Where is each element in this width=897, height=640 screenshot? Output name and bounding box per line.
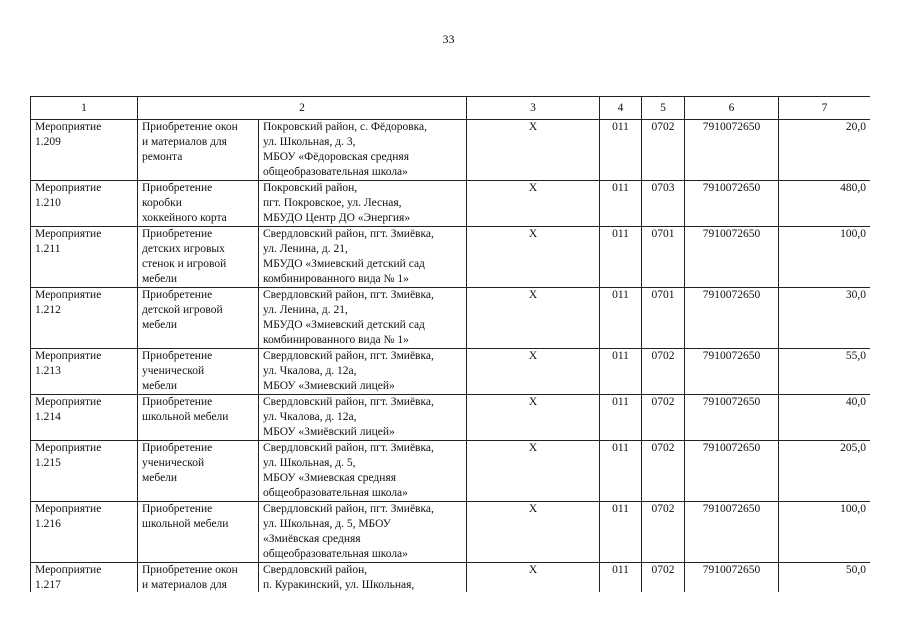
kbk-cell: 7910072650 [685,441,779,502]
event-cell-line: Мероприятие [35,564,102,576]
event-name-cell [138,181,259,227]
marker-cell: X [467,349,600,395]
event-cell-line: Мероприятие [35,503,102,515]
event-cell-line: 1.215 [35,457,61,469]
event-name-cell-line: Приобретение окон [142,121,238,133]
event-name-cell [138,395,259,441]
event-name-cell-line: школьной мебели [142,518,229,530]
amount-cell: 100,0 [779,502,871,563]
event-name-cell-line: ремонта [142,151,183,163]
marker-cell: X [467,288,600,349]
ministry-code-cell: 011 [600,288,642,349]
kbk-cell: 7910072650 [685,181,779,227]
marker-cell: X [467,441,600,502]
address-cell [259,120,467,181]
table-row [31,227,871,288]
event-cell-line: Мероприятие [35,121,102,133]
address-cell-line: общеобразовательная школа» [263,166,408,178]
marker-cell: X [467,120,600,181]
ministry-code-cell: 011 [600,441,642,502]
address-cell-line: п. Куракинский, ул. Школьная, [263,579,415,591]
section-code-cell: 0701 [642,227,685,288]
amount-cell: 20,0 [779,120,871,181]
marker-cell: X [467,502,600,563]
ministry-code-cell: 011 [600,120,642,181]
event-name-cell [138,441,259,502]
kbk-cell: 7910072650 [685,395,779,441]
address-cell-line: ул. Чкалова, д. 12а, [263,365,357,377]
event-name-cell-line: школьной мебели [142,411,229,423]
table-row [31,395,871,441]
address-cell-line: МБОУ «Змиевский лицей» [263,380,395,392]
event-name-cell-line: хоккейного корта [142,212,227,224]
event-cell-line: 1.214 [35,411,61,423]
section-code-cell: 0703 [642,181,685,227]
address-cell-line: Покровский район, [263,182,358,194]
event-cell [31,227,138,288]
address-cell-line: Свердловский район, пгт. Змиёвка, [263,350,434,362]
address-cell-line: Свердловский район, пгт. Змиёвка, [263,396,434,408]
table-row [31,441,871,502]
budget-measures-table [30,96,870,592]
header-col-2: 2 [138,97,467,120]
event-name-cell-line: Приобретение [142,182,213,194]
table-body [31,120,871,593]
event-name-cell [138,349,259,395]
address-cell-line: МБОУ «Фёдоровская средняя [263,151,410,163]
table-row [31,288,871,349]
event-name-cell-line: ученической [142,365,205,377]
header-col-6: 6 [685,97,779,120]
event-name-cell-line: Приобретение окон [142,564,238,576]
ministry-code-cell: 011 [600,227,642,288]
address-cell-line: МБУДО Центр ДО «Энергия» [263,212,411,224]
marker-cell: X [467,181,600,227]
event-name-cell-line: Приобретение [142,350,213,362]
section-code-cell: 0702 [642,120,685,181]
event-cell-line: 1.213 [35,365,61,377]
address-cell-line: Свердловский район, пгт. Змиёвка, [263,503,434,515]
event-name-cell-line: детских игровых [142,243,225,255]
address-cell [259,395,467,441]
section-code-cell: 0702 [642,349,685,395]
event-cell [31,120,138,181]
section-code-cell: 0702 [642,502,685,563]
event-cell [31,288,138,349]
event-cell-line: 1.210 [35,197,61,209]
kbk-cell: 7910072650 [685,288,779,349]
event-cell-line: Мероприятие [35,350,102,362]
address-cell-line: общеобразовательная школа» [263,548,408,560]
event-cell-line: 1.216 [35,518,61,530]
section-code-cell: 0702 [642,395,685,441]
event-name-cell-line: стенок и игровой [142,258,227,270]
address-cell-line: МБУДО «Змиевский детский сад [263,319,425,331]
event-cell [31,563,138,593]
event-name-cell [138,502,259,563]
address-cell-line: Покровский район, с. Фёдоровка, [263,121,428,133]
amount-cell: 480,0 [779,181,871,227]
event-cell [31,181,138,227]
table-row [31,349,871,395]
section-code-cell: 0701 [642,288,685,349]
table-row [31,181,871,227]
event-name-cell [138,563,259,593]
amount-cell: 55,0 [779,349,871,395]
event-cell [31,349,138,395]
event-cell [31,441,138,502]
event-name-cell [138,227,259,288]
header-col-5: 5 [642,97,685,120]
marker-cell: X [467,395,600,441]
address-cell-line: ул. Ленина, д. 21, [263,304,348,316]
address-cell-line: ул. Школьная, д. 3, [263,136,356,148]
address-cell-line: комбинированного вида № 1» [263,334,409,346]
ministry-code-cell: 011 [600,563,642,593]
event-cell-line: Мероприятие [35,228,102,240]
event-name-cell-line: мебели [142,380,178,392]
address-cell-line: Свердловский район, пгт. Змиёвка, [263,228,434,240]
address-cell-line: пгт. Покровское, ул. Лесная, [263,197,402,209]
header-col-4: 4 [600,97,642,120]
section-code-cell: 0702 [642,563,685,593]
kbk-cell: 7910072650 [685,563,779,593]
table-header-row [31,97,871,120]
ministry-code-cell: 011 [600,349,642,395]
event-cell-line: 1.211 [35,243,61,255]
address-cell-line: комбинированного вида № 1» [263,273,409,285]
event-name-cell-line: мебели [142,319,178,331]
address-cell-line: Свердловский район, [263,564,368,576]
address-cell-line: ул. Школьная, д. 5, [263,457,356,469]
address-cell [259,349,467,395]
document-table-container [30,96,870,592]
amount-cell: 40,0 [779,395,871,441]
address-cell-line: МБОУ «Змиевская средняя [263,472,397,484]
table-row [31,502,871,563]
event-name-cell-line: и материалов для [142,579,227,591]
kbk-cell: 7910072650 [685,502,779,563]
address-cell-line: «Змиёвская средняя [263,533,361,545]
address-cell [259,563,467,593]
amount-cell: 100,0 [779,227,871,288]
kbk-cell: 7910072650 [685,120,779,181]
ministry-code-cell: 011 [600,502,642,563]
event-cell [31,502,138,563]
page-number: 33 [442,32,455,46]
ministry-code-cell: 011 [600,181,642,227]
table-row [31,563,871,593]
event-name-cell-line: Приобретение [142,396,213,408]
amount-cell: 50,0 [779,563,871,593]
table-row [31,120,871,181]
kbk-cell: 7910072650 [685,349,779,395]
address-cell [259,441,467,502]
address-cell-line: Свердловский район, пгт. Змиёвка, [263,442,434,454]
amount-cell: 30,0 [779,288,871,349]
event-name-cell-line: Приобретение [142,228,213,240]
address-cell-line: ул. Чкалова, д. 12а, [263,411,357,423]
amount-cell: 205,0 [779,441,871,502]
event-name-cell [138,288,259,349]
address-cell [259,288,467,349]
event-cell-line: 1.212 [35,304,61,316]
event-name-cell [138,120,259,181]
header-col-3: 3 [467,97,600,120]
section-code-cell: 0702 [642,441,685,502]
event-cell-line: Мероприятие [35,289,102,301]
event-cell-line: Мероприятие [35,442,102,454]
event-name-cell-line: мебели [142,472,178,484]
address-cell [259,181,467,227]
header-col-1: 1 [31,97,138,120]
address-cell-line: общеобразовательная школа» [263,487,408,499]
marker-cell: X [467,563,600,593]
event-cell [31,395,138,441]
event-name-cell-line: коробки [142,197,182,209]
event-name-cell-line: Приобретение [142,442,213,454]
marker-cell: X [467,227,600,288]
event-name-cell-line: детской игровой [142,304,223,316]
address-cell [259,502,467,563]
event-name-cell-line: и материалов для [142,136,227,148]
address-cell [259,227,467,288]
event-name-cell-line: мебели [142,273,178,285]
address-cell-line: МБУДО «Змиевский детский сад [263,258,425,270]
header-col-7: 7 [779,97,871,120]
address-cell-line: ул. Ленина, д. 21, [263,243,348,255]
event-name-cell-line: Приобретение [142,289,213,301]
event-cell-line: Мероприятие [35,182,102,194]
event-name-cell-line: Приобретение [142,503,213,515]
event-cell-line: Мероприятие [35,396,102,408]
kbk-cell: 7910072650 [685,227,779,288]
ministry-code-cell: 011 [600,395,642,441]
event-cell-line: 1.217 [35,579,61,591]
address-cell-line: Свердловский район, пгт. Змиёвка, [263,289,434,301]
address-cell-line: МБОУ «Змиёвский лицей» [263,426,395,438]
event-cell-line: 1.209 [35,136,61,148]
event-name-cell-line: ученической [142,457,205,469]
address-cell-line: ул. Школьная, д. 5, МБОУ [263,518,391,530]
